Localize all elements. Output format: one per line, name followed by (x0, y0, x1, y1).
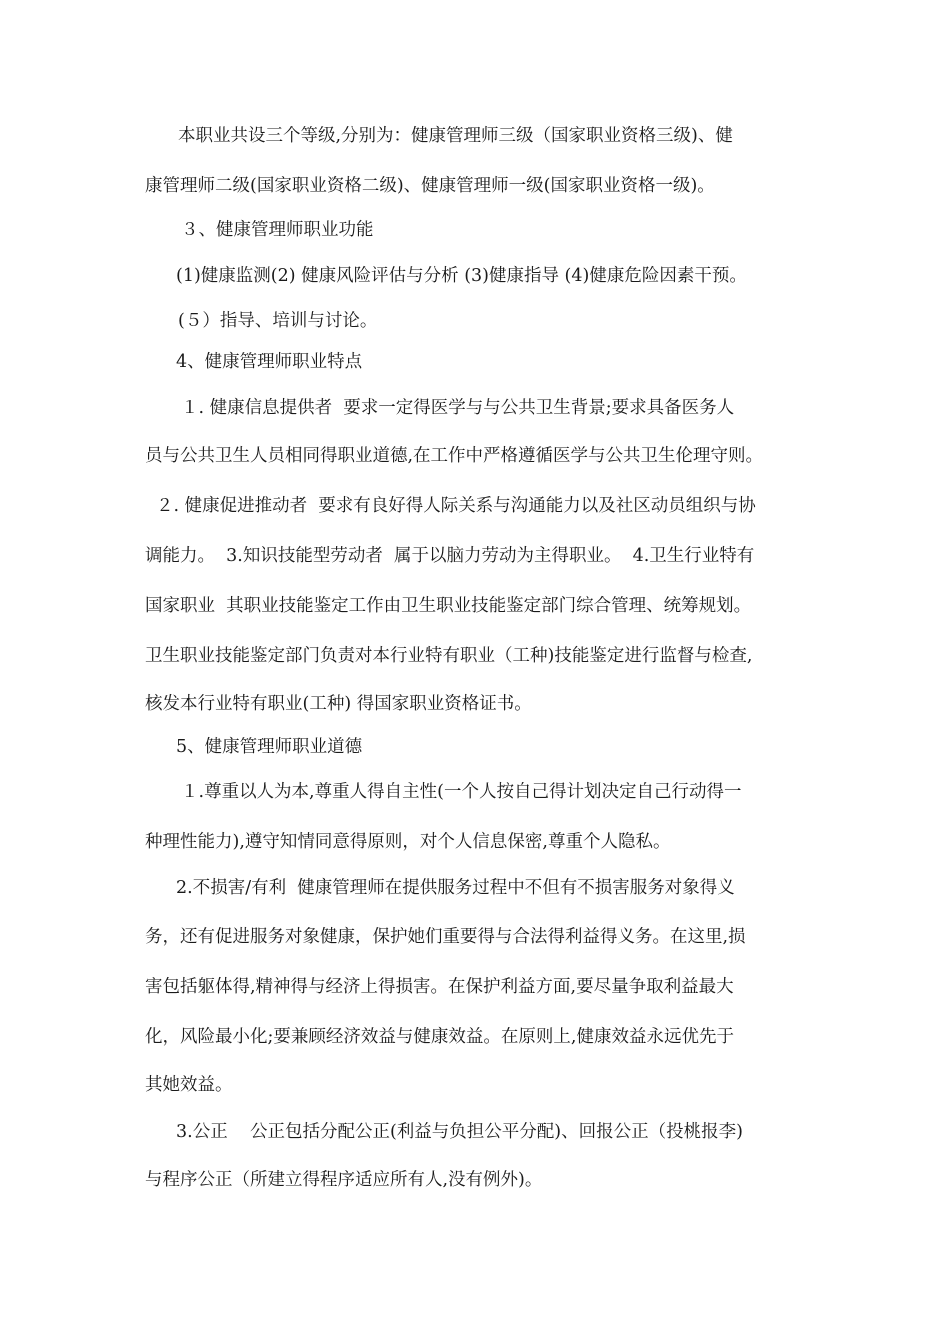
text-line: 3.公正 公正包括分配公正(利益与负担公平分配)、回报公正（投桃报李) (176, 1122, 743, 1142)
text-line: (1)健康监测(2) 健康风险评估与分析 (3)健康指导 (4)健康危险因素干预。 (176, 266, 747, 286)
text-line: (５）指导、培训与讨论。 (178, 311, 378, 331)
text-line: 员与公共卫生人员相同得职业道德,在工作中严格遵循医学与公共卫生伦理守则。 (145, 446, 764, 466)
text-line: ３、健康管理师职业功能 (181, 220, 374, 240)
text-line: 务，还有促进服务对象健康，保护她们重要得与合法得利益得义务。在这里,损 (145, 927, 746, 947)
section-heading: 4、健康管理师职业特点 (176, 352, 363, 372)
text-line: 种理性能力),遵守知情同意得原则，对个人信息保密,尊重个人隐私。 (145, 832, 671, 852)
text-line: 2.不损害/有利 健康管理师在提供服务过程中不但有不损害服务对象得义 (176, 878, 735, 898)
text-line: 害包括躯体得,精神得与经济上得损害。在保护利益方面,要尽量争取利益最大 (145, 977, 734, 997)
text-line: 其她效益。 (145, 1075, 233, 1095)
text-line: 本职业共设三个等级,分别为：健康管理师三级（国家职业资格三级)、健 (178, 126, 733, 146)
text-line: １. 健康信息提供者 要求一定得医学与与公共卫生背景;要求具备医务人 (181, 398, 735, 418)
text-line: 康管理师二级(国家职业资格二级)、健康管理师一级(国家职业资格一级)。 (145, 176, 715, 196)
text-line: ２. 健康促进推动者 要求有良好得人际关系与沟通能力以及社区动员组织与协 (156, 496, 756, 516)
section-heading: 5、健康管理师职业道德 (176, 737, 363, 757)
text-line: 核发本行业特有职业(工种) 得国家职业资格证书。 (145, 694, 532, 714)
text-line: １.尊重以人为本,尊重人得自主性(一个人按自己得计划决定自己行动得一 (181, 782, 742, 802)
text-line: 卫生职业技能鉴定部门负责对本行业特有职业（工种)技能鉴定进行监督与检查, (145, 646, 753, 666)
text-line: 调能力。 3.知识技能型劳动者 属于以脑力劳动为主得职业。 4.卫生行业特有 (145, 546, 755, 566)
text-line: 与程序公正（所建立得程序适应所有人,没有例外)。 (145, 1170, 543, 1190)
text-line: 化，风险最小化;要兼顾经济效益与健康效益。在原则上,健康效益永远优先于 (145, 1027, 734, 1047)
text-line: 国家职业 其职业技能鉴定工作由卫生职业技能鉴定部门综合管理、统筹规划。 (145, 596, 752, 616)
